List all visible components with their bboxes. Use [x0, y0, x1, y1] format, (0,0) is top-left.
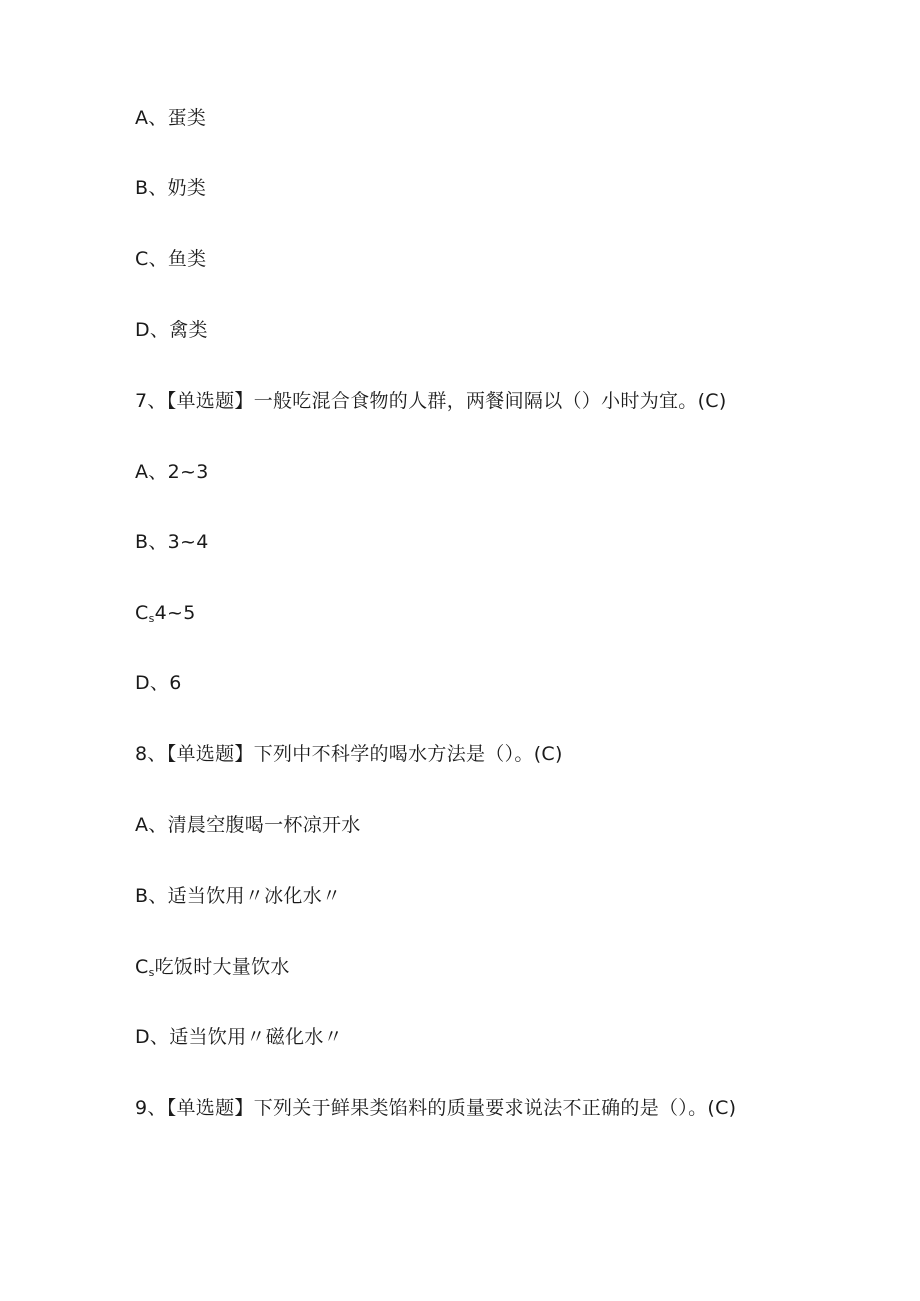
option-a-line: A、清晨空腹喝一杯凉开水 — [135, 814, 361, 836]
option-text: 吃饭时大量饮水 — [154, 956, 290, 978]
option-a-line: A、蛋类 — [135, 107, 207, 129]
option-c-line — [135, 955, 290, 985]
option-d-line: D、6 — [135, 672, 182, 694]
option-letter-sub: s — [148, 612, 155, 625]
question-9-text: 9、【单选题】下列关于鲜果类馅料的质量要求说法不正确的是（）。(C) — [135, 1097, 737, 1119]
option-letter: C — [135, 956, 149, 978]
option-b-line: B、奶类 — [135, 177, 207, 199]
option-d-line: D、禽类 — [135, 319, 208, 341]
option-letter-sub: s — [148, 966, 155, 979]
question-7-text: 7、【单选题】一般吃混合食物的人群，两餐间隔以（）小时为宜。(C) — [135, 390, 727, 412]
option-c-line — [135, 601, 196, 631]
option-d-line: D、适当饮用〃磁化水〃 — [135, 1026, 343, 1048]
option-b-line: B、3~4 — [135, 531, 209, 553]
question-8-text: 8、【单选题】下列中不科学的喝水方法是（）。(C) — [135, 743, 563, 765]
option-text: 4~5 — [154, 602, 196, 624]
option-letter: C — [135, 602, 149, 624]
option-b-line: B、适当饮用〃冰化水〃 — [135, 885, 342, 907]
option-c-line: C、鱼类 — [135, 248, 207, 270]
option-a-line: A、2~3 — [135, 461, 209, 483]
